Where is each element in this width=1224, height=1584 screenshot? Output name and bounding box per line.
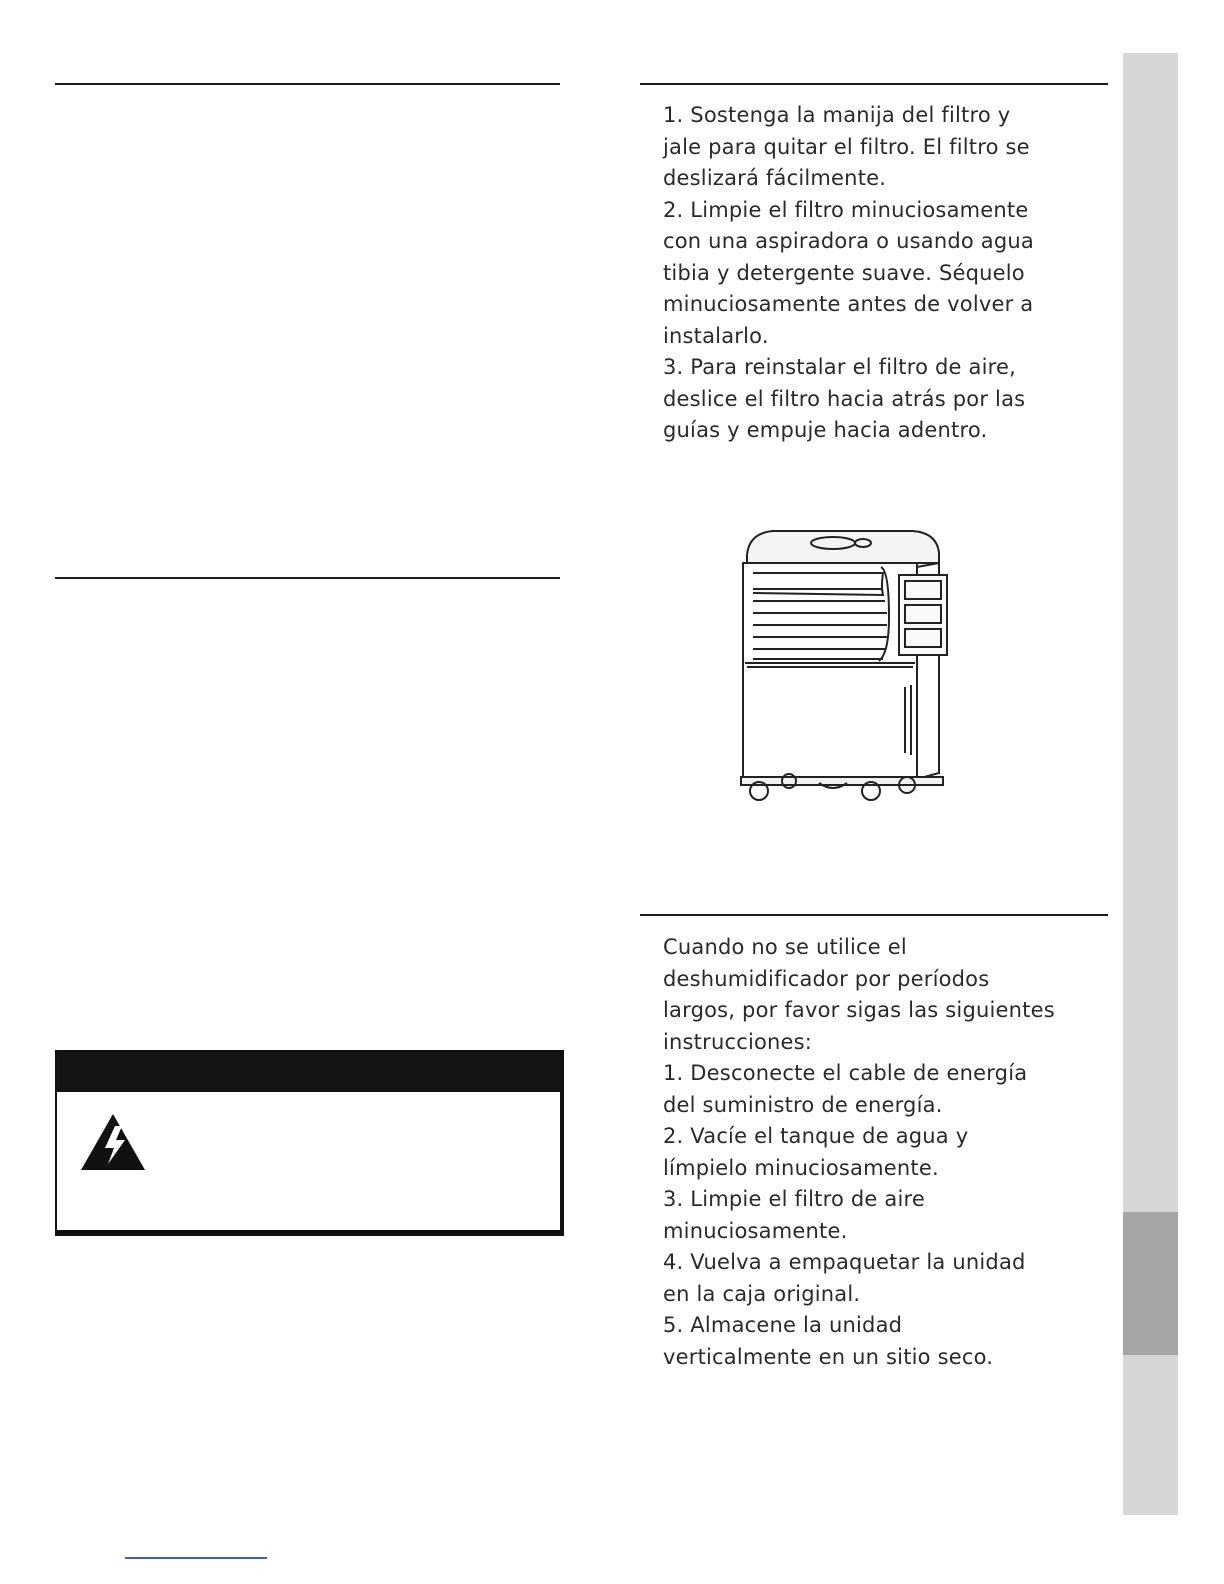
storage-instruction-line: del suministro de energía. xyxy=(663,1092,943,1117)
filter-instruction-line: deslice el filtro hacia atrás por las xyxy=(663,386,1026,411)
electrical-hazard-icon xyxy=(79,1112,147,1172)
filter-instruction-line: minuciosamente antes de volver a xyxy=(663,292,1034,316)
filter-instruction-line: jale para quitar el filtro. El filtro se xyxy=(663,134,1030,159)
filter-instruction-line: 2. Limpie el filtro minuciosamente xyxy=(663,197,1029,222)
storage-instruction-line: instrucciones: xyxy=(663,1029,813,1054)
right-top-section-rule xyxy=(640,83,1108,85)
filter-instruction-line: 1. Sostenga la manija del filtro y xyxy=(663,103,1011,127)
storage-instruction-line: Cuando no se utilice el xyxy=(663,935,907,959)
storage-instruction-line: largos, por favor sigas las siguientes xyxy=(663,998,1055,1022)
left-middle-section-rule xyxy=(55,577,560,579)
storage-instruction-line: 1. Desconecte el cable de energía xyxy=(663,1061,1028,1085)
storage-instructions xyxy=(663,932,1055,1373)
filter-instruction-line: 3. Para reinstalar el filtro de aire, xyxy=(663,355,1016,379)
filter-instruction-line: guías y empuje hacia adentro. xyxy=(663,418,988,442)
warning-box xyxy=(55,1050,564,1236)
left-top-section-rule xyxy=(55,83,560,85)
side-tab-active xyxy=(1123,1212,1178,1355)
filter-instruction-line: deslizará fácilmente. xyxy=(663,166,887,190)
storage-instruction-line: 4. Vuelva a empaquetar la unidad xyxy=(663,1250,1026,1274)
storage-instruction-line: minuciosamente. xyxy=(663,1218,848,1243)
storage-instruction-line: en la caja original. xyxy=(663,1281,861,1306)
warning-header-bar xyxy=(57,1052,560,1092)
filter-cleaning-instructions xyxy=(663,100,1034,447)
filter-instruction-line: instalarlo. xyxy=(663,323,769,348)
storage-instruction-line: 5. Almacene la unidad xyxy=(663,1313,903,1337)
storage-instruction-line: verticalmente en un sitio seco. xyxy=(663,1344,994,1369)
filter-instruction-line: tibia y detergente suave. Séquelo xyxy=(663,260,1025,285)
dehumidifier-illustration xyxy=(733,527,953,804)
storage-instruction-line: 3. Limpie el filtro de aire xyxy=(663,1187,926,1211)
footer-underline xyxy=(125,1557,267,1559)
storage-instruction-line: límpielo minuciosamente. xyxy=(663,1155,939,1180)
storage-instruction-line: deshumidificador por períodos xyxy=(663,966,990,991)
filter-instruction-line: con una aspiradora o usando agua xyxy=(663,229,1034,253)
storage-instruction-line: 2. Vacíe el tanque de agua y xyxy=(663,1124,969,1148)
right-bottom-section-rule xyxy=(640,914,1108,916)
